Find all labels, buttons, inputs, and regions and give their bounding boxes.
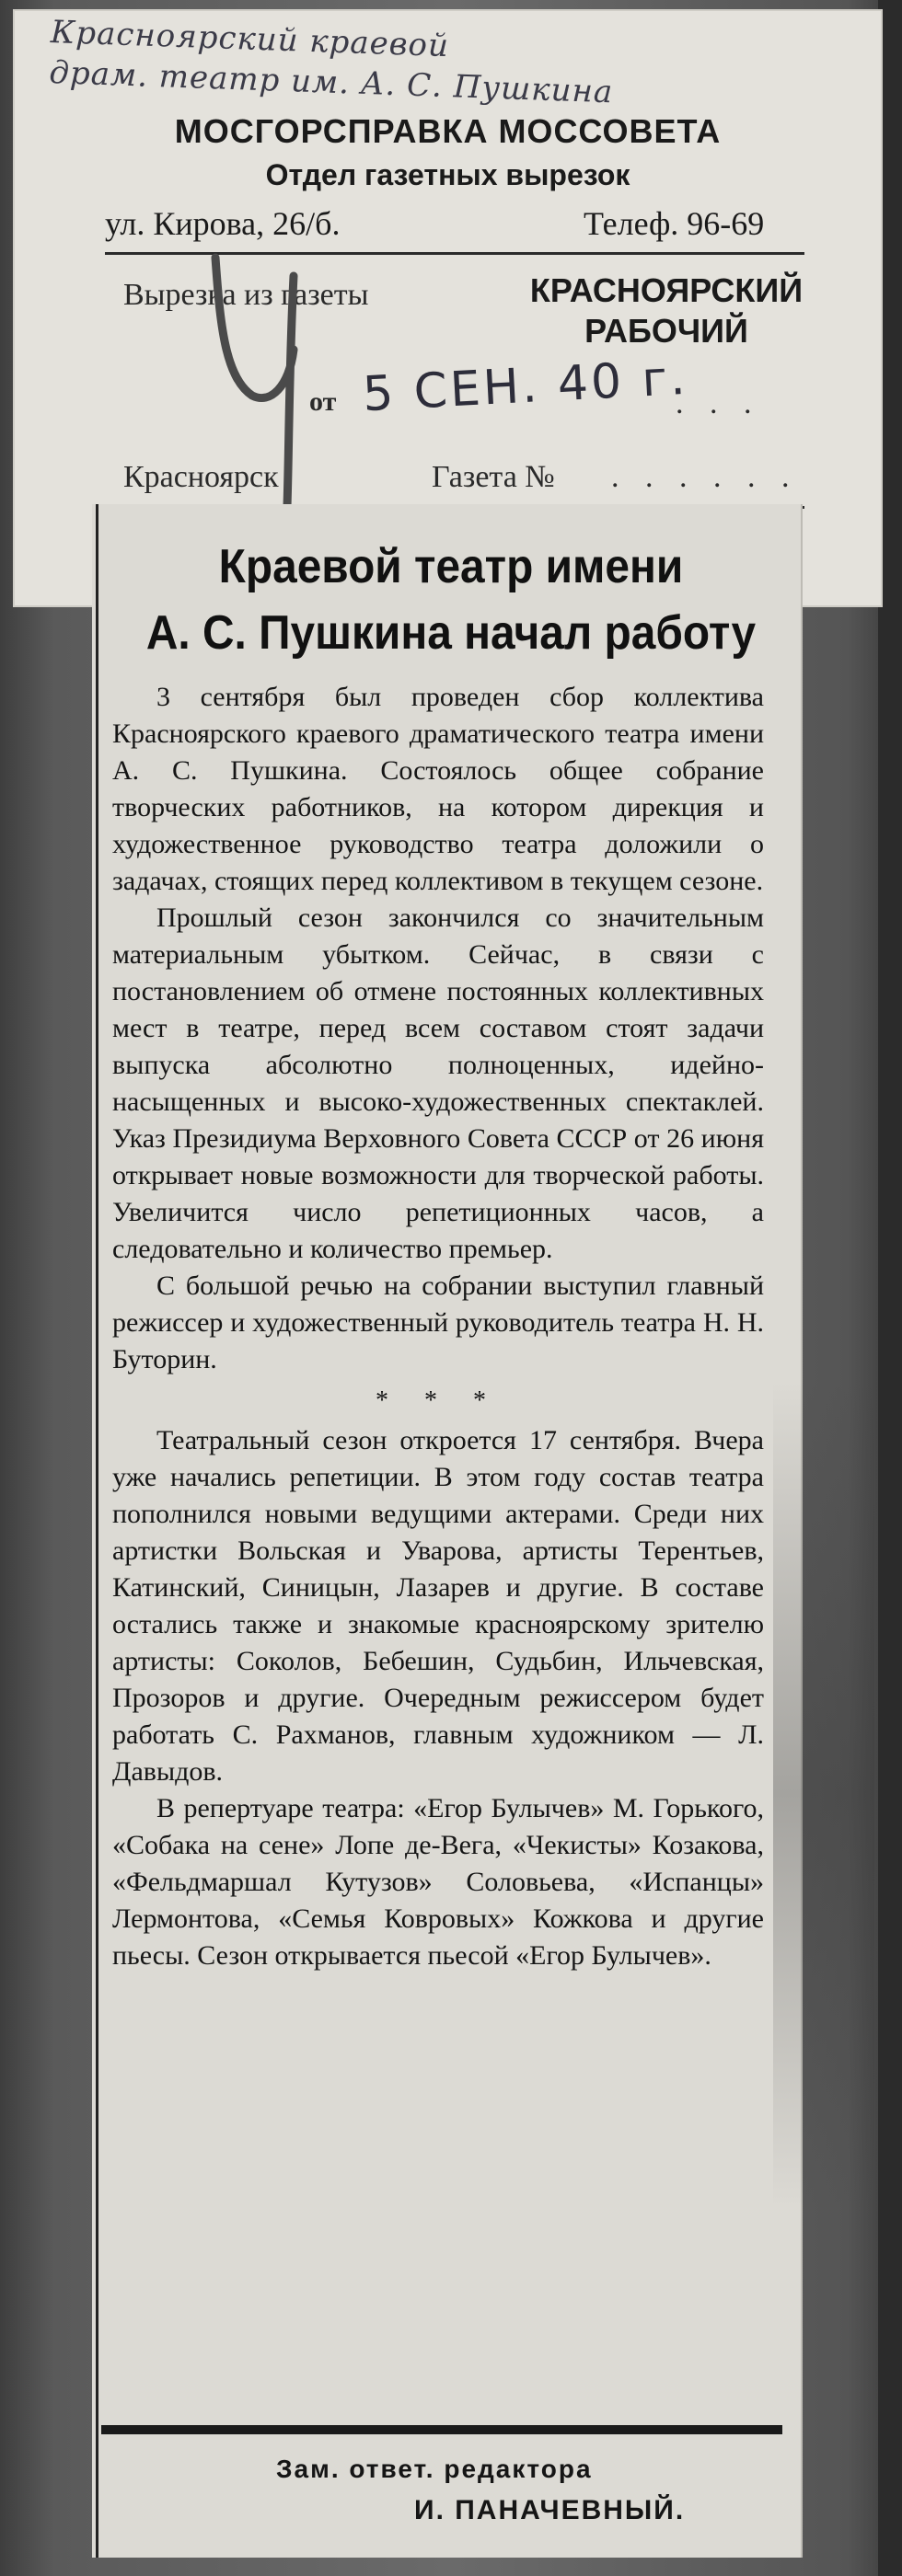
paper-shadow xyxy=(773,1380,874,2208)
agency-department: Отдел газетных вырезок xyxy=(265,158,630,191)
article-headline xyxy=(138,534,765,666)
date-dots: . . . xyxy=(676,386,761,420)
city-label: Красноярск xyxy=(123,460,279,494)
article-paragraph: Прошлый сезон закончился со значительным материальным убытком. Сейчас, в связи с постановлением об отмене постоянных коллективных мест в театре, перед всем составом стоят задачи выпуска абсолютно полноценных, идейно-насыщенных и высоко-художественных спектаклей. Указ Президиума Верховного Совета СССР от 26 июня открывает новые возможности для творческой работы. Увеличится число репетиционных часов, а следовательно и количество премьер. xyxy=(112,903,764,1264)
article-paragraph: Театральный сезон откроется 17 сентября. Вчера уже начались репетиции. В этом году состав театра пополнился новыми ведущими актерами. Среди них артистки Вольская и Уварова, артисты Терентьев, Катинский, Синицын, Лазарев и другие. В составе остались также и знакомые красноярскому зрителю артисты: Соколов, Бебешин, Судьбин, Ильчевская, Прозоров и другие. Очередным режиссером будет работать С. Рахманов, главным художником — Л. Давыдов. xyxy=(112,1425,764,1787)
date-label: от xyxy=(309,386,337,417)
gazette-number-dots: . . . . . . xyxy=(611,460,799,494)
section-separator: * * * xyxy=(376,1386,501,1415)
headline-line-1: Краевой театр имени xyxy=(218,540,684,593)
agency-phone: Телеф. 96-69 xyxy=(584,205,765,242)
handwritten-note-line-1: Красноярский краевой xyxy=(50,14,450,65)
handwritten-note xyxy=(49,12,843,121)
handwritten-note-line-2: драм. театр им. А. С. Пушкина xyxy=(48,53,614,111)
agency-name: МОСГОРСПРАВКА МОССОВЕТА xyxy=(174,112,722,150)
newspaper-name xyxy=(510,270,823,351)
headline-line-2: А. С. Пушкина начал работу xyxy=(145,606,757,660)
article-body xyxy=(112,679,764,1974)
clipping-left-border xyxy=(96,504,98,2558)
article-paragraph: С большой речью на собрании выступил главный режиссер и художественный руководитель театра Н. Н. Буторин. xyxy=(112,1271,764,1374)
article-paragraph: 3 сентября был проведен сбор коллектива Красноярского краевого драматического театра имени А. С. Пушкина. Состоялось общее собрание творческих работников, на котором дирекция и художественное руководство театра доложили о задачах, стоящих перед коллективом в текущем сезоне. xyxy=(112,682,764,896)
newspaper-name-line-2: РАБОЧИЙ xyxy=(584,312,748,350)
agency-address: ул. Кирова, 26/б. xyxy=(105,205,341,242)
clipping-from-label: Вырезка из газеты xyxy=(123,278,369,312)
article-paragraph: В репертуаре театра: «Егор Булычев» М. Горького, «Собака на сене» Лопе де-Вега, «Чекисты» Козакова, «Фельдмаршал Кутузов» Соловьева, «Испанцы» Лермонтова, «Семья Ковровых» Кожкова и другие пьесы. Сезон открывается пьесой «Егор Булычев». xyxy=(112,1793,764,1971)
editor-title: Зам. ответ. редактора xyxy=(276,2455,593,2483)
editor-name: И. ПАНАЧЕВНЫЙ. xyxy=(414,2495,686,2525)
footer-rule xyxy=(101,2425,782,2434)
gazette-number-label: Газета № xyxy=(432,460,555,494)
newspaper-name-line-1: КРАСНОЯРСКИЙ xyxy=(529,271,804,309)
date-stamp: 5 СЕН. 40 г. xyxy=(361,350,689,423)
